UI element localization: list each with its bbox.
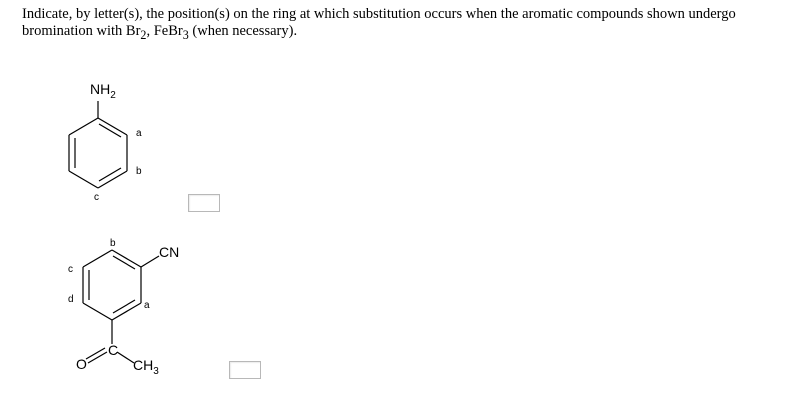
carbonyl-oxygen-label: O xyxy=(76,356,87,372)
cn-label: CN xyxy=(159,244,180,260)
question-part1: Indicate, by letter(s), the position(s) on the ring at which substitution occurs when the aromatic compounds shown undergo bromination with Br xyxy=(22,6,736,39)
nh2-label: $NH_2$ xyxy=(90,81,116,101)
answer-input-2[interactable] xyxy=(230,363,260,379)
febr3-subscript: 3 xyxy=(182,27,189,42)
aniline-position-a: a xyxy=(136,128,142,139)
cyano-position-d: d xyxy=(68,294,74,305)
br2-subscript: 2 xyxy=(140,27,147,42)
ch3-label: $CH_3$ xyxy=(133,357,159,377)
question-part3: (when necessary). xyxy=(188,23,298,39)
aniline-position-c: c xyxy=(94,192,99,203)
aniline-position-b: b xyxy=(136,166,142,177)
cyano-position-a: a xyxy=(144,300,150,311)
cyano-position-b: b xyxy=(110,238,116,249)
answer-box-1[interactable] xyxy=(188,194,220,212)
question-part2: , FeBr xyxy=(146,23,183,39)
carbonyl-carbon-label: C xyxy=(108,342,119,358)
answer-input-1[interactable] xyxy=(189,196,219,212)
answer-box-2[interactable] xyxy=(229,361,261,379)
cyano-position-c: c xyxy=(68,264,73,275)
